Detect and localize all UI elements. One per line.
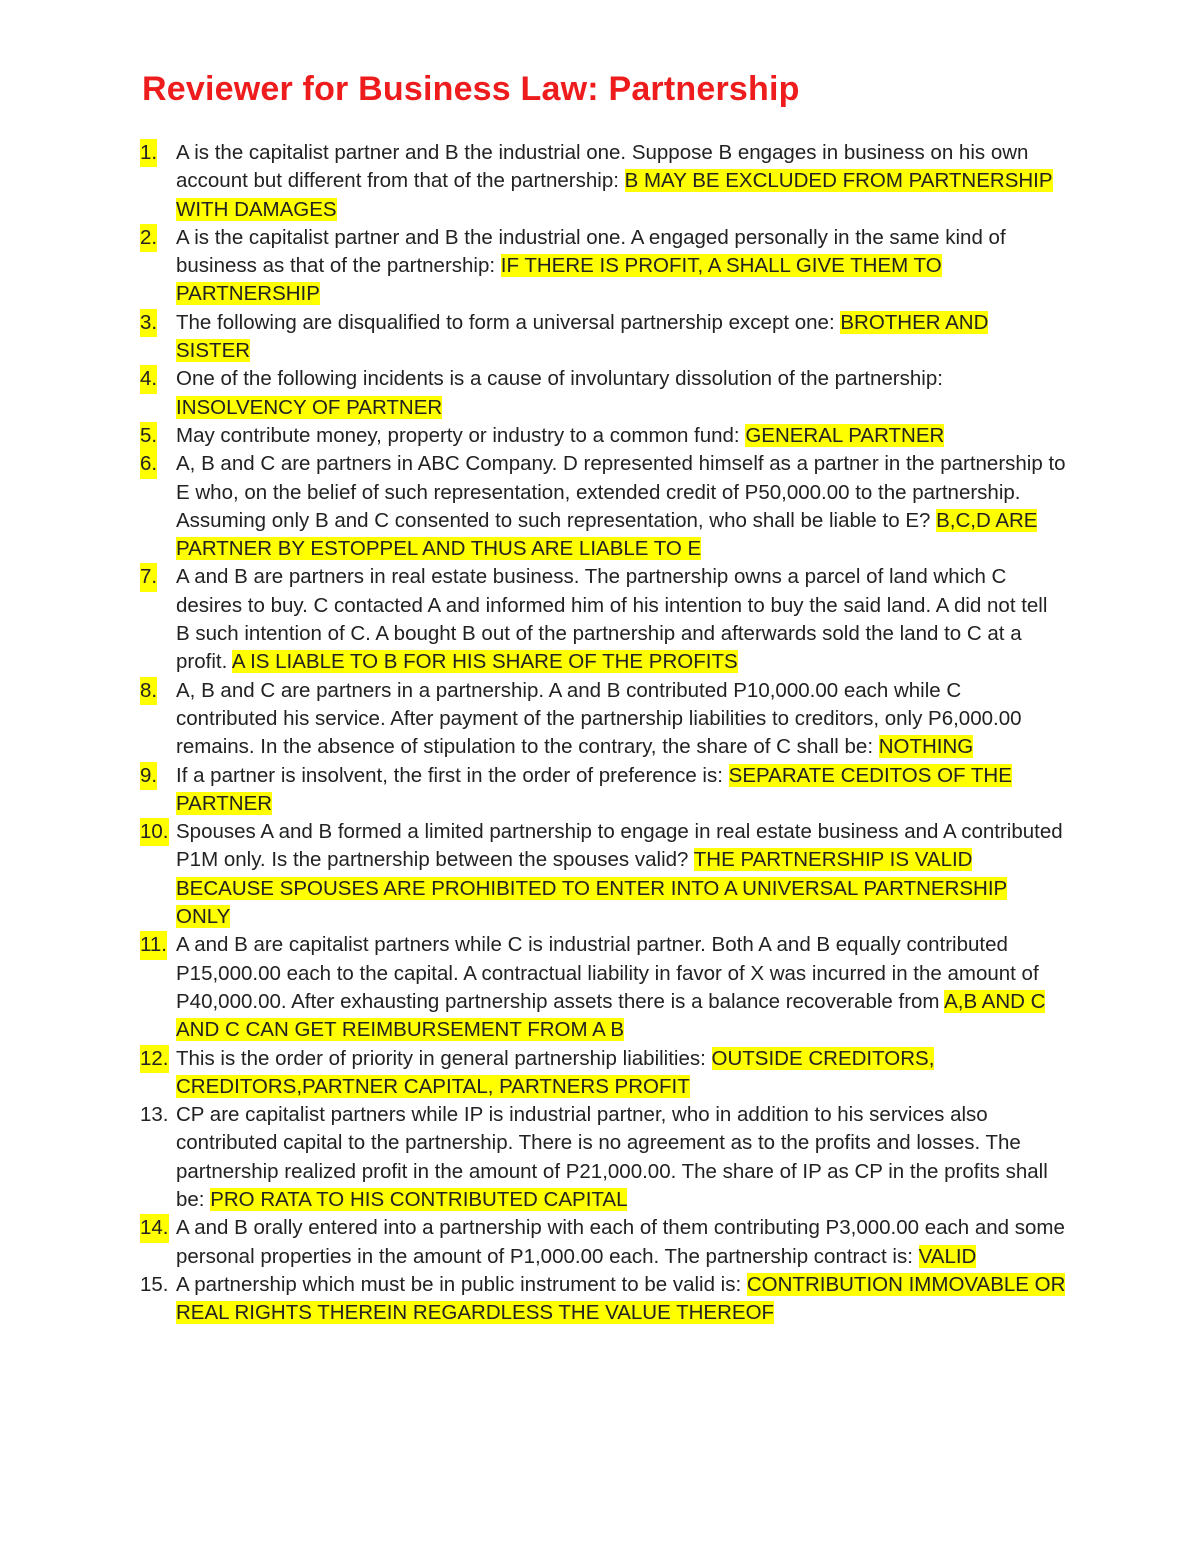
answer-highlight: CONTRIBUTION IMMOVABLE OR REAL RIGHTS THEREIN REGARDLESS THE VALUE THEREOF [176,1272,1066,1325]
answer-highlight: SEPARATE CEDITOS OF THE PARTNER [176,763,1012,815]
question-text: This is the order of priority in general partnership liabilities: [176,1046,712,1070]
answer-highlight: A IS LIABLE TO B FOR HIS SHARE OF THE PROFITS [231,650,738,674]
item-number: 14. [140,1214,169,1242]
page-title: Reviewer for Business Law: Partnership [142,70,800,108]
question-text: A is the capitalist partner and B the industrial one. Suppose B engages in business on his own account but different from that of the partnership: [176,141,1029,193]
item-number: 10. [140,818,169,846]
item-number: 13. [140,1103,169,1127]
question-text: A is the capitalist partner and B the industrial one. A engaged personally in the same kind of business as that of the partnership: [176,225,1006,278]
item-number: 6. [140,450,157,478]
list-item [0,818,1066,931]
question-text: A and B are partners in real estate business. The partnership owns a parcel of land which C desires to buy. C contacted A and informed him of his intention to buy the said land. A did not tell B such intention of C. A bought B out of the partnership and afterwards sold the land to C at a profit. [176,565,1048,674]
list-item [0,931,1066,1044]
answer-highlight: INSOLVENCY OF PARTNER [176,395,443,419]
answer-highlight: GENERAL PARTNER [745,423,945,447]
question-text: A, B and C are partners in a partnership. A and B contributed P10,000.00 each while C contributed his service. After payment of the partnership liabilities to creditors, only P6,000.00 remains. In the absence of stipulation to the contrary, the share of C shall be: [176,678,1022,759]
answer-highlight: IF THERE IS PROFIT, A SHALL GIVE THEM TO PARTNERSHIP [176,254,942,306]
list-item [0,365,1066,422]
question-text: A, B and C are partners in ABC Company. D represented himself as a partner in the partnership to E who, on the belief of such representation, extended credit of P50,000.00 to the partnership. Assuming only B and C consented to such representation, who shall be liable to E? [176,452,1066,532]
answer-highlight: A,B AND C AND C CAN GET REIMBURSEMENT FROM A B [176,989,1046,1042]
answer-highlight: BROTHER AND SISTER [176,310,989,363]
list-item [0,563,1066,676]
list-item [0,450,1066,563]
answer-highlight: B,C,D ARE PARTNER BY ESTOPPEL AND THUS ARE LIABLE TO E [176,508,1038,561]
list-item [0,139,1066,224]
question-text: A partnership which must be in public instrument to be valid is: [176,1272,747,1296]
item-number: 3. [140,309,157,337]
question-text: Spouses A and B formed a limited partnership to engage in real estate business and A contributed P1M only. Is the partnership between the spouses valid? [176,820,1063,872]
answer-highlight: NOTHING [878,735,974,759]
answer-highlight: B MAY BE EXCLUDED FROM PARTNERSHIP WITH DAMAGES [176,169,1053,221]
list-item [0,1271,1066,1328]
list-item [0,224,1066,309]
item-number: 15. [140,1272,169,1296]
item-number: 7. [140,563,157,591]
item-number: 1. [140,139,157,167]
item-number: 4. [140,365,157,393]
question-text: A and B are capitalist partners while C is industrial partner. Both A and B equally contributed P15,000.00 each to the capital. A contractual liability in favor of X was incurred in the amount of P40,000.00. After exhausting partnership assets there is a balance recoverable from [176,933,1039,1013]
question-text: One of the following incidents is a cause of involuntary dissolution of the partnership: [176,367,943,391]
question-text: If a partner is insolvent, the first in the order of preference is: [176,763,729,787]
answer-highlight: VALID [918,1244,977,1268]
list-item [0,677,1066,762]
answer-highlight: THE PARTNERSHIP IS VALID BECAUSE SPOUSES ARE PROHIBITED TO ENTER INTO A UNIVERSAL PARTNERSHIP ONLY [176,848,1008,929]
item-number: 8. [140,677,157,705]
item-number: 5. [140,422,157,450]
answer-highlight: PRO RATA TO HIS CONTRIBUTED CAPITAL [210,1187,628,1211]
item-number: 2. [140,224,157,252]
item-number: 11. [140,931,167,959]
list-item [0,309,1066,366]
list-item [0,1045,1066,1102]
list-item [0,422,1066,450]
question-text: A and B orally entered into a partnership with each of them contributing P3,000.00 each and some personal properties in the amount of P1,000.00 each. The partnership contract is: [176,1216,1065,1268]
item-number: 9. [140,762,157,790]
question-text: The following are disqualified to form a universal partnership except one: [176,310,841,334]
list-item [0,1214,1066,1271]
question-text: May contribute money, property or industry to a common fund: [176,423,746,447]
list-item [0,762,1066,819]
answer-highlight: OUTSIDE CREDITORS, CREDITORS,PARTNER CAPITAL, PARTNERS PROFIT [176,1046,935,1098]
list-item [0,1101,1066,1214]
item-number: 12. [140,1045,169,1073]
question-text: CP are capitalist partners while IP is industrial partner, who in addition to his services also contributed capital to the partnership. There is no agreement as to the profits and losses. The partnership realized profit in the amount of P21,000.00. The share of IP as CP in the profits shall be: [176,1103,1048,1211]
question-list [0,139,1200,1327]
